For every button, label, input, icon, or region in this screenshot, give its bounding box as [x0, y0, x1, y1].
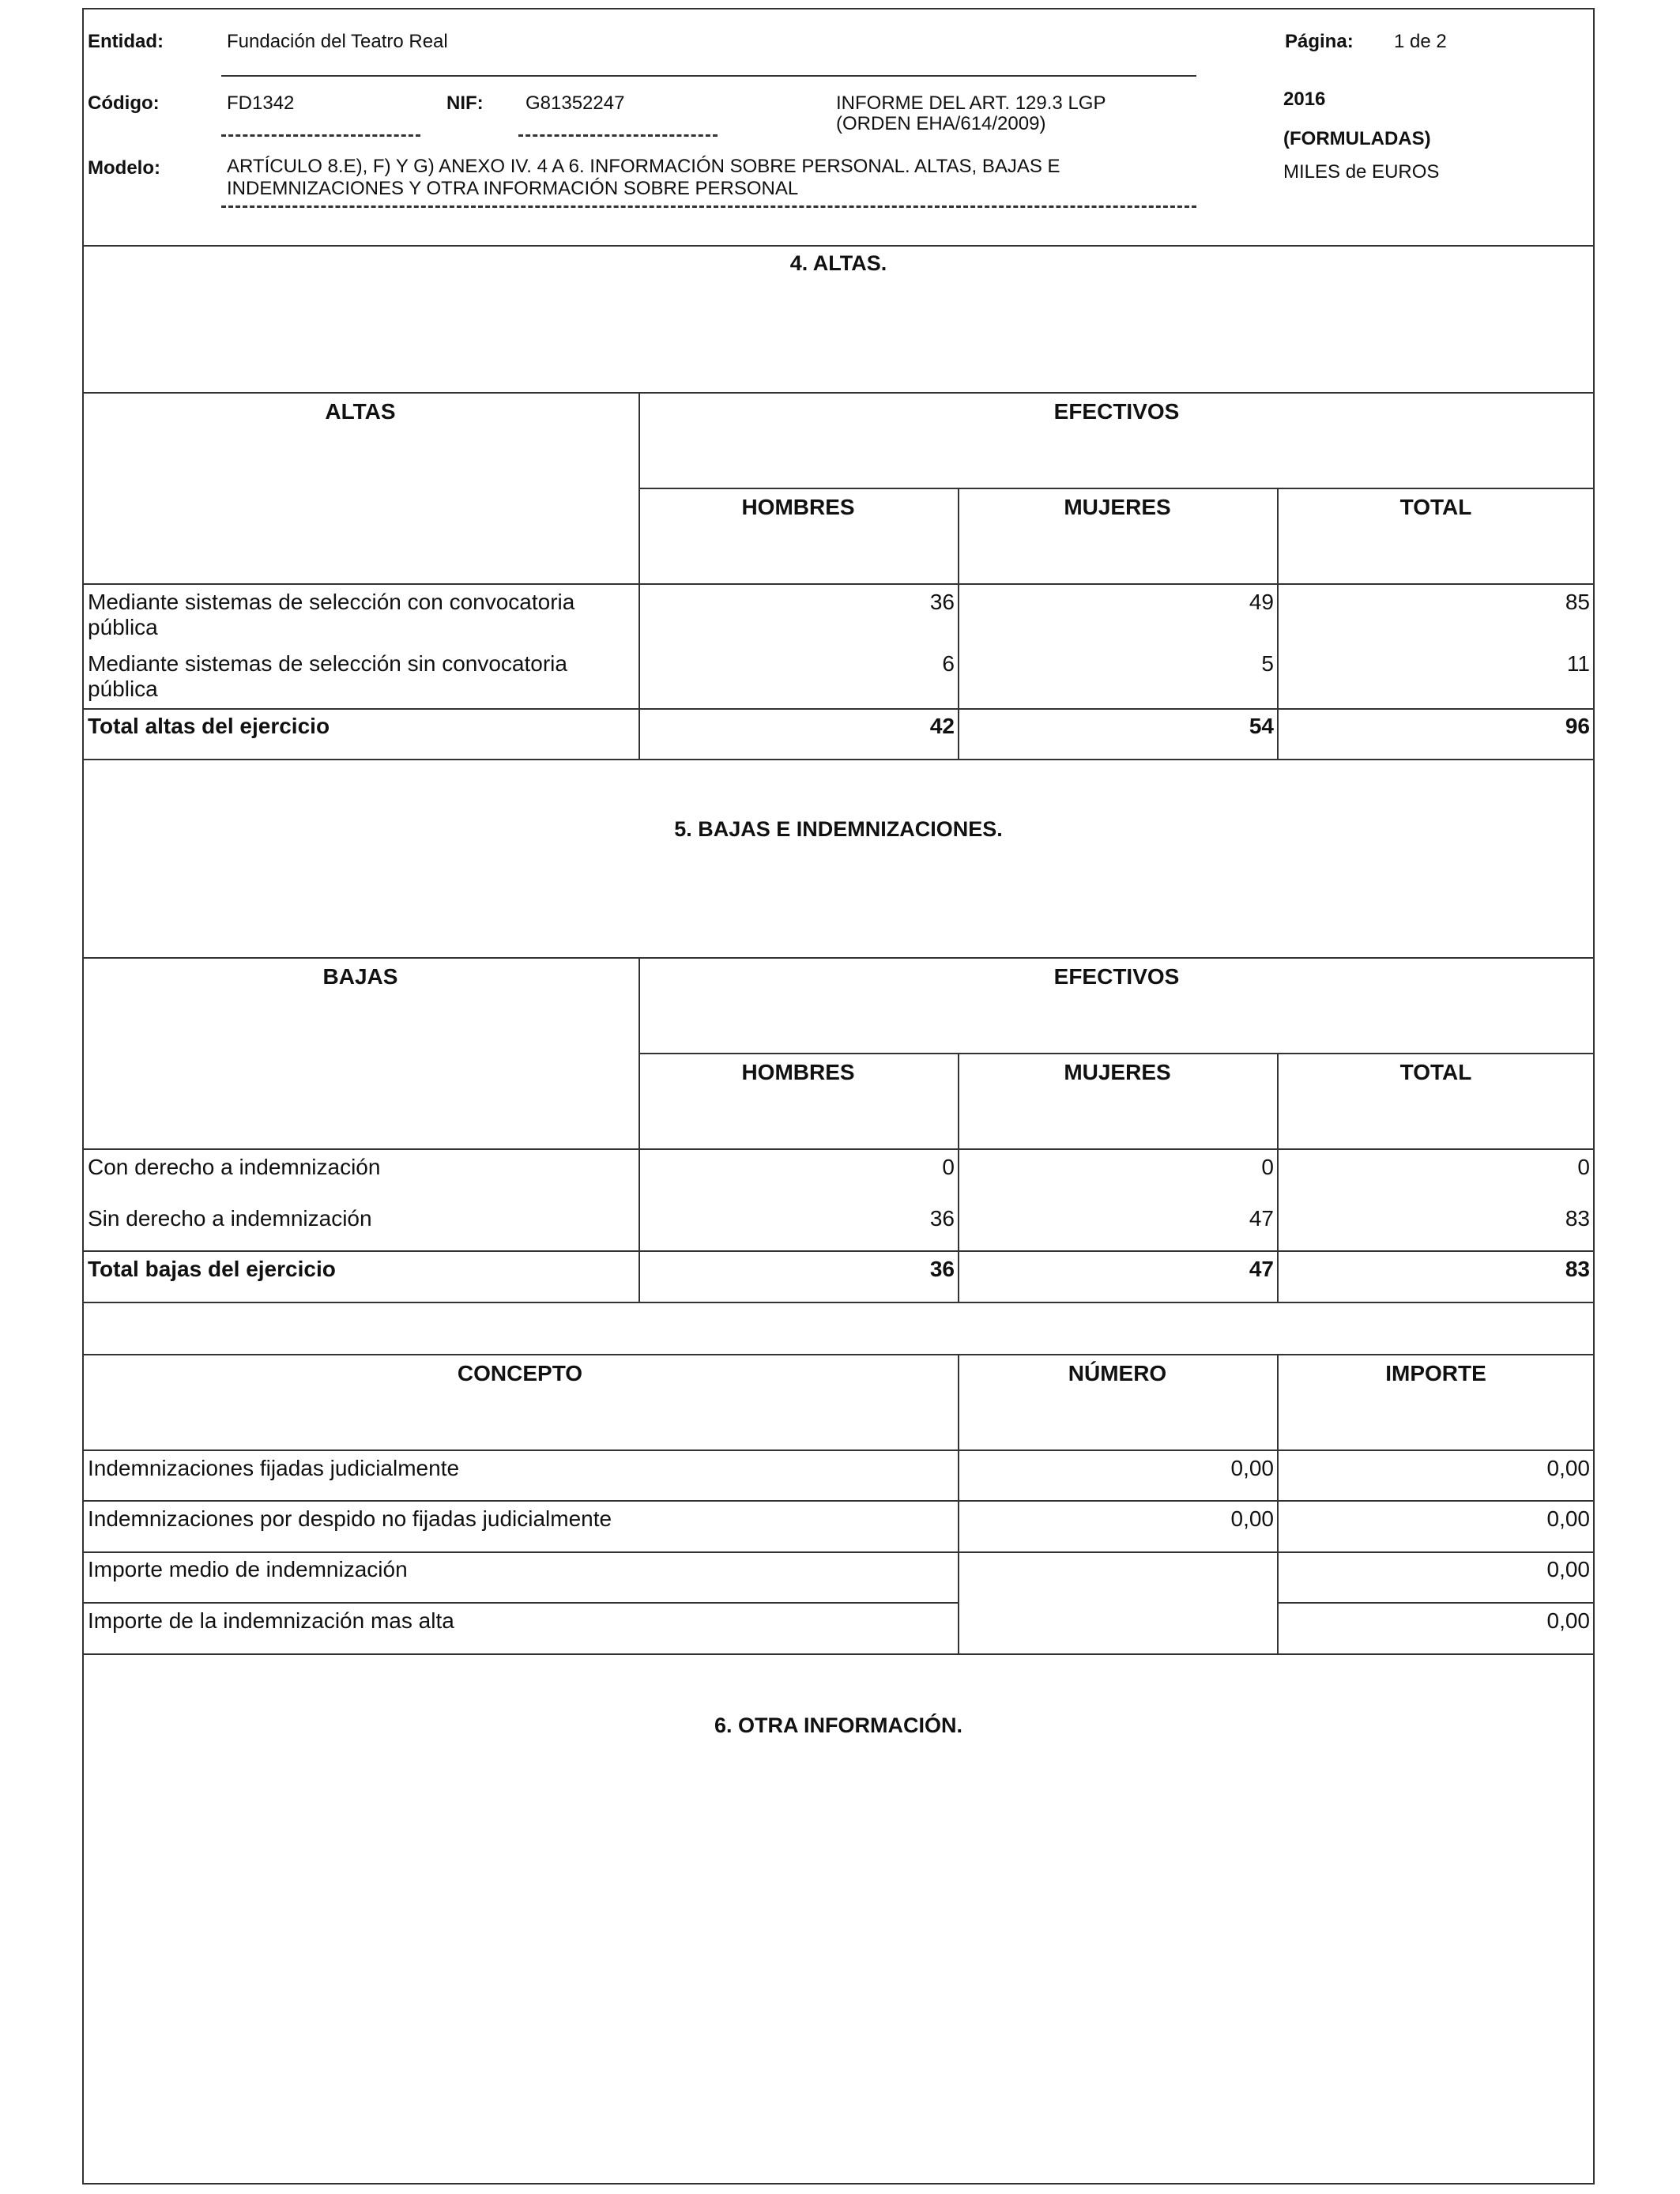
- indem-row-4-label: Importe de la indemnización mas alta: [88, 1608, 454, 1633]
- bajas-header-bottom: [82, 1148, 1595, 1150]
- informe-line-2: (ORDEN EHA/614/2009): [836, 113, 1046, 134]
- bajas-col-divider-2: [958, 1053, 959, 1302]
- altas-col-divider-1: [638, 392, 640, 759]
- altas-row-1-label: Mediante sistemas de selección con convocatoria pública: [88, 590, 575, 639]
- indem-col-numero: NÚMERO: [1068, 1361, 1167, 1385]
- altas-header-bottom: [82, 583, 1595, 585]
- altas-total-hombres: 42: [929, 714, 955, 738]
- altas-row-2-total: 11: [1566, 651, 1590, 676]
- nif-value: G81352247: [525, 92, 625, 114]
- altas-total-rule: [82, 708, 1595, 710]
- altas-col-mujeres: MUJERES: [1064, 495, 1171, 519]
- indem-row-3-bottom-left: [82, 1602, 958, 1604]
- altas-subheader-rule: [638, 488, 1595, 489]
- nif-label: NIF:: [446, 92, 484, 114]
- year: 2016: [1283, 89, 1326, 110]
- pagina-label: Página:: [1285, 31, 1354, 52]
- bajas-total-rule: [82, 1250, 1595, 1252]
- indem-col-divider-2: [1277, 1354, 1279, 1653]
- page-frame: [82, 8, 1595, 2185]
- bajas-col-mujeres: MUJERES: [1064, 1060, 1171, 1084]
- modelo-underline: [221, 205, 1196, 208]
- bajas-total-label: Total bajas del ejercicio: [88, 1257, 336, 1281]
- altas-row-1-mujeres: 49: [1249, 590, 1274, 614]
- altas-col-main: ALTAS: [325, 399, 396, 424]
- units-label: MILES de EUROS: [1283, 161, 1440, 183]
- altas-table-top: [82, 392, 1595, 394]
- indem-row-3-bottom-right: [1277, 1602, 1595, 1604]
- altas-row-2-label: Mediante sistemas de selección sin convocatoria pública: [88, 651, 567, 701]
- indem-table-top: [82, 1354, 1595, 1355]
- nif-underline: [518, 134, 718, 137]
- indem-row-1-numero: 0,00: [1230, 1456, 1274, 1480]
- indem-row-3-label: Importe medio de indemnización: [88, 1557, 408, 1581]
- indem-row-4-importe: 0,00: [1546, 1608, 1590, 1633]
- bajas-row-1-total: 0: [1577, 1155, 1590, 1179]
- bajas-col-divider-3: [1277, 1053, 1279, 1302]
- bajas-row-2-label: Sin derecho a indemnización: [88, 1206, 372, 1231]
- altas-col-efectivos: EFECTIVOS: [1053, 399, 1180, 424]
- bajas-total-total: 83: [1565, 1257, 1590, 1281]
- altas-row-2-mujeres: 5: [1261, 651, 1274, 676]
- bajas-total-hombres: 36: [929, 1257, 955, 1281]
- indem-row-1-bottom: [82, 1500, 1595, 1502]
- bajas-subheader-rule: [638, 1053, 1595, 1054]
- header-rule: [221, 75, 1196, 77]
- indem-row-3-importe: 0,00: [1546, 1557, 1590, 1581]
- entidad-value: Fundación del Teatro Real: [227, 31, 448, 52]
- pagina-value: 1 de 2: [1394, 31, 1447, 52]
- codigo-underline: [221, 134, 420, 137]
- informe-line-1: INFORME DEL ART. 129.3 LGP: [836, 92, 1106, 114]
- formuladas: (FORMULADAS): [1283, 128, 1431, 149]
- altas-section-title: 4. ALTAS.: [789, 251, 887, 275]
- otra-section-title: 6. OTRA INFORMACIÓN.: [714, 1713, 962, 1737]
- modelo-label: Modelo:: [88, 157, 160, 179]
- altas-total-label: Total altas del ejercicio: [88, 714, 330, 738]
- bajas-row-1-label: Con derecho a indemnización: [88, 1155, 381, 1179]
- header-bottom-rule: [82, 245, 1595, 247]
- bajas-row-2-hombres: 36: [929, 1206, 955, 1231]
- altas-col-divider-3: [1277, 488, 1279, 759]
- altas-col-total: TOTAL: [1399, 495, 1472, 519]
- altas-row-1-total: 85: [1565, 590, 1590, 614]
- bajas-row-1-mujeres: 0: [1261, 1155, 1274, 1179]
- indem-row-1-label: Indemnizaciones fijadas judicialmente: [88, 1456, 460, 1480]
- altas-table-bottom: [82, 759, 1595, 760]
- codigo-label: Código:: [88, 92, 160, 114]
- bajas-col-efectivos: EFECTIVOS: [1053, 964, 1180, 989]
- indem-col-importe: IMPORTE: [1385, 1361, 1486, 1385]
- altas-total-mujeres: 54: [1249, 714, 1274, 738]
- entidad-label: Entidad:: [88, 31, 164, 52]
- indem-row-2-label: Indemnizaciones por despido no fijadas judicialmente: [88, 1506, 612, 1531]
- bajas-table-bottom: [82, 1302, 1595, 1303]
- bajas-col-divider-1: [638, 957, 640, 1302]
- bajas-table-top: [82, 957, 1595, 959]
- indem-row-2-bottom: [82, 1551, 1595, 1553]
- bajas-section-title: 5. BAJAS E INDEMNIZACIONES.: [674, 817, 1003, 841]
- altas-total-total: 96: [1565, 714, 1590, 738]
- bajas-total-mujeres: 47: [1249, 1257, 1274, 1281]
- indem-table-bottom: [82, 1653, 1595, 1655]
- modelo-line-1: ARTÍCULO 8.E), F) Y G) ANEXO IV. 4 A 6. INFORMACIÓN SOBRE PERSONAL. ALTAS, BAJAS E: [227, 156, 1060, 177]
- altas-row-2-hombres: 6: [942, 651, 955, 676]
- indem-row-1-importe: 0,00: [1546, 1456, 1590, 1480]
- bajas-row-2-total: 83: [1565, 1206, 1590, 1231]
- codigo-value: FD1342: [227, 92, 295, 114]
- bajas-row-2-mujeres: 47: [1249, 1206, 1274, 1231]
- altas-col-divider-2: [958, 488, 959, 759]
- indem-row-2-importe: 0,00: [1546, 1506, 1590, 1531]
- bajas-row-1-hombres: 0: [942, 1155, 955, 1179]
- indem-col-concepto: CONCEPTO: [457, 1361, 583, 1385]
- modelo-line-2: INDEMNIZACIONES Y OTRA INFORMACIÓN SOBRE PERSONAL: [227, 178, 799, 199]
- indem-col-divider-1: [958, 1354, 959, 1653]
- altas-col-hombres: HOMBRES: [741, 495, 855, 519]
- bajas-col-hombres: HOMBRES: [741, 1060, 855, 1084]
- bajas-col-main: BAJAS: [322, 964, 398, 989]
- indem-header-bottom: [82, 1449, 1595, 1451]
- altas-row-1-hombres: 36: [929, 590, 955, 614]
- bajas-col-total: TOTAL: [1399, 1060, 1472, 1084]
- indem-row-2-numero: 0,00: [1230, 1506, 1274, 1531]
